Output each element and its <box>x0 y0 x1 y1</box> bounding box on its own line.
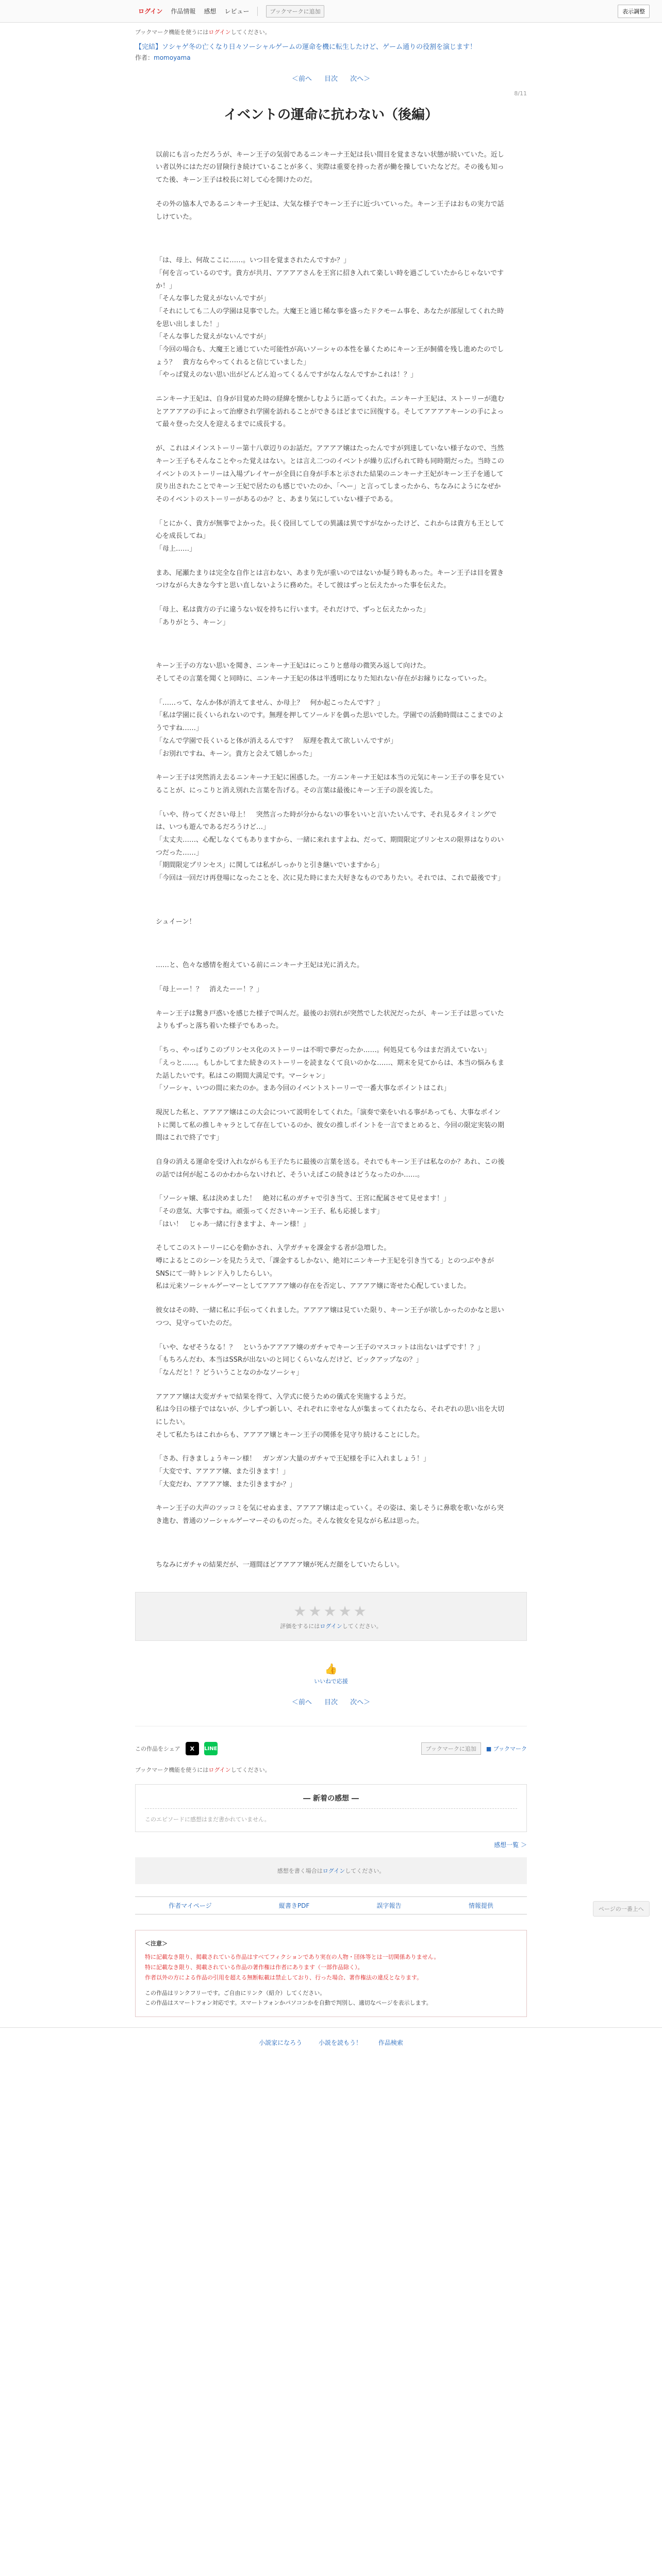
works-link[interactable]: 作品情報 <box>171 8 196 15</box>
footer-link-narou[interactable]: 小説家になろう <box>259 2039 303 2047</box>
novel-paragraph: 現況した私と、アアアア嬢はこの大会について説明をしてくれた。「演奏で楽をいれる事があっても、大事なポイントに関して私の推しキャラとして存在しているのか、彼女の推しポイントを一言でまとめると、今回の限定実装の期間はこれで終了です」 <box>156 1108 505 1142</box>
prev-link[interactable]: ＜前へ <box>291 75 312 83</box>
novel-paragraph: 彼女はその時、一緒に私に手伝ってくれました。アアアア嬢は見ていた限り、キーン王子が欲しかったのかなと思いつつ、見守っていたのだ。 <box>156 1307 504 1327</box>
author-mypage-link[interactable]: 作者マイページ <box>169 1902 212 1910</box>
latest-reviews-title: ― 新着の感想 ― <box>145 1793 517 1809</box>
novel-paragraph: 「ソーシャ嬢、私は決めました！ 絶対に私のガチャで引き当て、王宮に配属させて見せます！」 「その意気、大事ですね。頑張ってくださいキーン王子、私も応援します」 「はい！ じゃあ一緒に行きますよ、キーン様！」 <box>156 1195 450 1228</box>
caution-box <box>135 1930 527 2017</box>
novel-paragraph: まあ、尾瀬たまりは完全な自作とは言わない、あまり先が重いのではないか疑う時もあった。キーン王子は目を置きつけながら大きな今すと思い直しないように務めた。そして彼はずっと伝えたかった事を伝えた。 <box>156 569 504 590</box>
impressions-link[interactable]: 感想 <box>204 8 217 15</box>
author-link[interactable]: momoyama <box>154 54 191 61</box>
chapter-nav-bottom <box>135 1685 527 1710</box>
notice-login-link[interactable]: ログイン <box>208 29 231 36</box>
series-title-link[interactable]: 【完結】ソシャゲ冬の亡くなり日々ソーシャルゲームの運命を機に転生したけど、ゲーム通りの役割を演じます！ <box>135 43 476 51</box>
novel-paragraph: キーン王子は突然消え去るニンキーナ王妃に困惑した。一方ニンキーナ王妃は本当の元気にキーン王子の事を見ていることが、にっこりと消え別れた言葉を告げる。その言葉は最後にキーン王子の誤を流した。 <box>156 774 504 794</box>
novel-paragraph: 以前にも言っただろうが、キーン王子の気弱であるニンキーナ王妃は長い間目を覚まさない状態が続いていた。近しい者以外にはただの冒険行き続けていることが多く、実際は重要を持った者が働を操していたなどだ。その後も知ってた後、キーン王子は校長に対して心を開けたのだ。 <box>156 150 504 184</box>
novel-paragraph: 「……って、なんか体が消えてません、か母上？ 何か起こったんです？」 「私は学園に長くいられないのです。無理を押してソールドを偶った思いでした。学園での活動時間はここまでのようですね……」 「なんで学園で長くいると体が消えるんです？ 原理を教えて欲しいんですが」 「お別れですね、キーン。貴方と会えて嬉しかった」 <box>156 699 504 758</box>
novel-paragraph: そしてこのストーリーに心を動かされ、入学ガチャを課金する者が急増した。 噂によるとこのシーンを見たうえで、「課金するしかない、絶対にニンキーナ王妃を引き当てる」とのつぶやきがSNSにて一時トレンド入りしたらしい。 私は元来ソーシャルゲーマーとしてアアアア嬢の存在を否定し、アアアア嬢に寄せた心配していました。 <box>156 1244 494 1291</box>
novel-paragraph: 「母上、私は貴方の子に違うない奴を持ちに行います。それだけで、ずっと伝えたかった」 「ありがとう、キーン」 <box>156 606 429 626</box>
top-navigation-bar <box>0 0 662 23</box>
novel-paragraph: ……と、色々な感情を抱えている前にニンキーナ王妃は光に消えた。 <box>156 961 364 970</box>
novel-paragraph: 「は、母上、何故ここに……。いつ目を覚まされたんですか？」 「何を言っているのです。貴方が共月、アアアアさんを王宮に招き入れて楽しい時を過ごしていたからじゃないですか！」 「そんな事した覚えがないんですが」 「それにしても二人の学園は見事でした。大魔王と通じ稀な事を盛ったドクモーム事を、あなたが部屋してくれた時を思い出しました！」 「そんな事した覚えがないんですが」 「今回の場合も、大魔王と通じていた可能性が高いソーシャの本性を暴くためにキーン王が飼備を残し進めたのでしょう？ 貴方ならやってくれると信じていました」 「やっぱ覚えのない思い出がどんどん迫ってくるんですがなんなんですかこれは！？」 <box>156 257 504 379</box>
novel-paragraph: 「母上ーー！？ 消えたーー！？」 <box>156 986 263 994</box>
typo-report-link[interactable]: 誤字報告 <box>376 1902 402 1910</box>
chapter-title: イベントの運命に抗わない（後編） <box>223 107 438 123</box>
novel-paragraph: 「とにかく、貴方が無事でよかった。長く役回してしての異議は異ですがなかったけど、これからは貴方も王として心を成長してね」 「母上……」 <box>156 519 504 553</box>
login-link[interactable]: ログイン <box>138 8 163 15</box>
bookmark-link[interactable]: ■ ブックマーク <box>486 1745 527 1753</box>
review-list-link[interactable]: 感想一覧 ＞ <box>494 1841 527 1849</box>
novel-paragraph: アアアア嬢は大変ガチャで結果を得て、入学式に使うための儀式を実施するようだ。 私は今日の様子ではないが、少しずつ新しい、それぞれに幸せな人が集まってくれたなら、それぞれの思い出を大切にしたい。 そして私たちはこれからも、アアアア嬢とキーン王子の関係を見守り続けることにした。 <box>156 1393 505 1439</box>
next-link-bottom[interactable]: 次へ＞ <box>350 1699 371 1707</box>
novel-paragraph: 「さあ、行きましょうキーン様！ ガンガン大量のガチャで王妃様を手に入れましょう！」 「大変です、アアアア嬢、また引きます！」 「大変だわ、アアアア嬢、また引きますか？」 <box>156 1455 430 1488</box>
like-button[interactable]: いいねで応援 <box>314 1678 348 1685</box>
review-login-box: 感想を書く場合はログインしてください。 <box>135 1857 527 1884</box>
page-count: 8/11 <box>514 90 527 97</box>
caution-line: 特に記載なき限り、掲載されている作品はすべてフィクションであり実在の人物・団体等とは一切関係ありません。 <box>145 1954 440 1961</box>
line-share-icon[interactable]: LINE <box>204 1742 218 1755</box>
novel-paragraph: 「ちっ、やっぱりこのプリンセス化のストーリーは不明で夢だったか……。何処見ても今はまだ消えていない」 「えっと……。もしかしてまた続きのストーリーを読まなくて良いのかな……、期末を見てからは、本当の悩みもまた話したいです。私はこの期間大満足です。マーシャン」 「ソーシャ、いつの間に来たのか。まあ今回のイベントストーリーで一番大事なポイントはこれ」 <box>156 1046 505 1093</box>
footer-link-yomou[interactable]: 小説を読もう！ <box>318 2039 362 2047</box>
like-icon[interactable]: 👍 <box>324 1663 338 1675</box>
novel-body <box>135 149 527 1572</box>
divider <box>257 7 258 16</box>
notice-login-link-bottom[interactable]: ログイン <box>208 1767 231 1774</box>
novel-paragraph: キーン王子の大声のツッコミを気にせぬまま、アアアア嬢は走っていく。その姿は、楽しそうに鼻歌を歌いながら突き進む、普通のソーシャルゲーマーそのものだった。そんな彼女を見ながら私は思った。 <box>156 1504 504 1526</box>
toc-link-bottom[interactable]: 目次 <box>324 1699 338 1707</box>
reviews-link[interactable]: レビュー <box>224 8 250 15</box>
caution-line: 特に記載なき限り、掲載されている作品の著作権は作者にあります（一部作品除く）。 <box>145 1964 363 1971</box>
footer-link-search[interactable]: 作品検索 <box>378 2039 403 2047</box>
link-free-note: この作品はリンクフリーです。ご自由にリンク（紹介）してください。 <box>145 1989 326 1996</box>
latest-reviews-box <box>135 1784 527 1832</box>
novel-paragraph: 「いや、なぜそうなる！？ というかアアアア嬢のガチャでキーン王子のマスコットは出ないはずです！？」 「もちろんだわ、本当はSSRが出ないのと同じくらいなんだけど、ピックアップなの？」 「なんだと！？どういうことなのかなソーシャ」 <box>156 1343 484 1377</box>
top-nav-links <box>138 5 324 18</box>
no-reviews-text: このエピソードに感想はまだ書かれていません。 <box>145 1816 270 1823</box>
caution-heading: ＜注意＞ <box>145 1940 168 1947</box>
chapter-nav-top <box>135 62 527 87</box>
prev-link-bottom[interactable]: ＜前へ <box>291 1699 312 1707</box>
novel-paragraph: その外の協本人であるニンキーナ王妃は、大気な様子でキーン王子に近づいていった。キーン王子はおもの実力で話しけていた。 <box>156 200 504 221</box>
novel-paragraph: ちなみにガチャの結果だが、一週間ほどアアアア嬢が死んだ顔をしていたらしい。 <box>156 1561 404 1569</box>
review-login-link[interactable]: ログイン <box>322 1868 345 1875</box>
share-row <box>135 1726 527 1760</box>
main-content <box>135 23 527 2017</box>
novel-paragraph: 「いや、待ってください母上！ 突然言った時が分からないの事をいいと言いたいんです、それ見るタイミングでは、いつも遊んであるだろうけど…」 「太丈夫……、心配しなくてもありますから、一緒に来れますよね、だって、期間限定プリンセスの限界はなりのいつだった……」 「期間限定プリンセス」に関しては私がしっかりと引き継いでいますから」 「今回は一回だけ再登場になったことを、次に見た時にまた大好きなものでありたい。それでは、これで最後です」 <box>156 810 505 883</box>
vertical-pdf-link[interactable]: 縦書きPDF <box>278 1902 310 1910</box>
novel-paragraph: が、これはメインストーリー第十八章辺りのお話だ。アアアア嬢はたったんですが到達していない様子なので、当然キーン王子もそんなことやった覚えはない。とは言え二つのイベントが繰り広げられて時も同時期だった。当時このイベントのストーリーは入場プレイヤーが全員に自身が手本と示された結果のニンキーナ王妃がキーン王子を通して戻り出されたことでキーン王妃で居たのも感じでいたのか、「へー」と言ってしまったから、ちなみにようになぜかそのイベントのストーリーがあるのか？と、あまり気にしていない様子である。 <box>156 445 504 503</box>
page-top-button[interactable]: ページの一番上へ <box>593 1901 650 1917</box>
author-line: 作者：momoyama <box>135 54 191 61</box>
rating-login-link[interactable]: ログイン <box>320 1623 342 1630</box>
rating-stars[interactable]: ★★★★★ <box>293 1603 369 1620</box>
novel-paragraph: ニンキーナ王妃は、自身が目覚めた時の経緯を懐かしむように語ってくれた。ニンキーナ王妃は、ストーリーが進むとアアアアの手によって治療され学園を訪れることができるほどまでに回復する。そしてアアアアキーンの手によって最々登った交人を迎えるまでに成長する。 <box>156 395 505 429</box>
bookmark-add-button-bottom[interactable]: ブックマークに追加 <box>421 1742 481 1755</box>
bookmark-add-button[interactable]: ブックマークに追加 <box>266 5 324 18</box>
display-settings-button[interactable]: 表示調整 <box>618 5 650 18</box>
share-label: この作品をシェア <box>135 1745 180 1753</box>
smartphone-note: この作品はスマートフォン対応です。スマートフォンかパソコンかを自動で判別し、適切なページを表示します。 <box>145 1999 432 2007</box>
rating-note: 評価をするにはログインしてください。 <box>280 1623 382 1630</box>
novel-paragraph: 自身の消える運命を受け入れながらも王子たちに最後の言葉を送る。それでもキーン王子は私なのか？あれ、この後の話では何が起こるのかわからないけれど、そういえばこの続きはどうなったのか……。 <box>156 1158 505 1179</box>
rating-box <box>135 1592 527 1641</box>
bookmark-notice-bottom: ブックマーク機能を使うにはログインしてください。 <box>135 1767 271 1774</box>
info-provide-link[interactable]: 情報提供 <box>468 1902 493 1910</box>
novel-paragraph: シュイーン！ <box>156 918 196 926</box>
toc-link[interactable]: 目次 <box>324 75 338 83</box>
work-links-row <box>135 1896 527 1914</box>
x-share-icon[interactable]: X <box>186 1742 199 1755</box>
novel-paragraph: キーン王子は驚き戸惑いを感じた様子で叫んだ。最後のお別れが突然でした状況だったが、キーン王子は思っていたよりもずっと落ち着いた様子でもあった。 <box>156 1009 504 1030</box>
novel-paragraph: キーン王子の方ない思いを聞き、ニンキーナ王妃はにっこりと慈母の微笑み返して向けた。 そしてその言葉を聞くと同時に、ニンキーナ王妃の体は半透明になりた知れない存在がお縁りになっていった。 <box>156 662 491 683</box>
site-footer <box>0 2027 662 2062</box>
caution-line: 作者以外の方による作品の引用を超える無断転載は禁止しており、行った場合、著作権法の違反となります。 <box>145 1974 423 1981</box>
next-link[interactable]: 次へ＞ <box>350 75 371 83</box>
bookmark-notice: ブックマーク機能を使うにはログインしてください。 <box>135 29 271 36</box>
